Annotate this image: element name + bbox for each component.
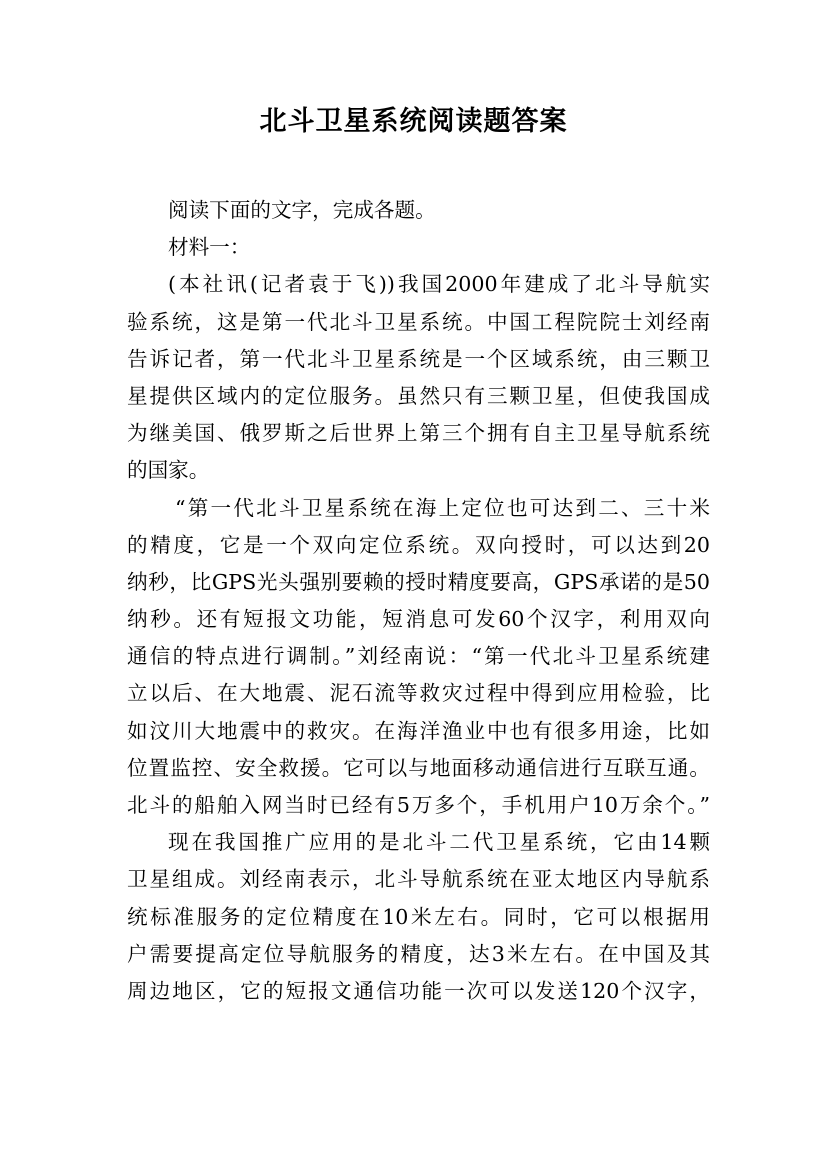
paragraph-line: 纳秒。还有短报文功能，短消息可发60个汉字，利用双向: [127, 607, 710, 632]
paragraph-line: 材料一：: [168, 235, 251, 260]
paragraph-line: 告诉记者，第一代北斗卫星系统是一个区域系统，由三颗卫: [127, 346, 710, 371]
paragraph-line: 统标准服务的定位精度在10米左右。同时，它可以根据用: [127, 904, 710, 929]
paragraph-line: 卫星组成。刘经南表示，北斗导航系统在亚太地区内导航系: [127, 867, 710, 892]
paragraph-line: 验系统，这是第一代北斗卫星系统。中国工程院院士刘经南: [127, 309, 710, 334]
document-title: 北斗卫星系统阅读题答案: [259, 106, 568, 137]
paragraph-line: 户需要提高定位导航服务的精度，达3米左右。在中国及其: [127, 941, 710, 966]
paragraph-line: 通信的特点进行调制。”刘经南说：“第一代北斗卫星系统建: [127, 644, 710, 669]
paragraph-line: 的精度，它是一个双向定位系统。双向授时，可以达到20: [127, 532, 710, 557]
paragraph-line: 如汶川大地震中的救灾。在海洋渔业中也有很多用途，比如: [127, 718, 710, 743]
paragraph-line: 阅读下面的文字，完成各题。: [168, 198, 436, 222]
paragraph-line: 周边地区，它的短报文通信功能一次可以发送120个汉字，: [127, 978, 710, 1003]
paragraph-line: 北斗的船舶入网当时已经有5万多个，手机用户10万余个。”: [127, 793, 710, 817]
paragraph-line: 纳秒，比GPS光头强别要赖的授时精度要高，GPS承诺的是50: [127, 569, 710, 594]
document-body: [127, 192, 710, 1010]
paragraph-line: 星提供区域内的定位服务。虽然只有三颗卫星，但使我国成: [127, 383, 710, 408]
paragraph-line: 位置监控、安全救援。它可以与地面移动通信进行互联互通。: [127, 755, 710, 780]
paragraph-line: 现在我国推广应用的是北斗二代卫星系统，它由14颗: [168, 830, 710, 855]
paragraph-line: 立以后、在大地震、泥石流等救灾过程中得到应用检验，比: [127, 681, 710, 706]
paragraph-line: 为继美国、俄罗斯之后世界上第三个拥有自主卫星导航系统: [127, 421, 710, 446]
paragraph-line: 的国家。: [127, 458, 210, 483]
paragraph-line: “第一代北斗卫星系统在海上定位也可达到二、三十米: [175, 495, 710, 520]
paragraph-line: (本社讯(记者袁于飞))我国2000年建成了北斗导航实: [168, 272, 710, 297]
